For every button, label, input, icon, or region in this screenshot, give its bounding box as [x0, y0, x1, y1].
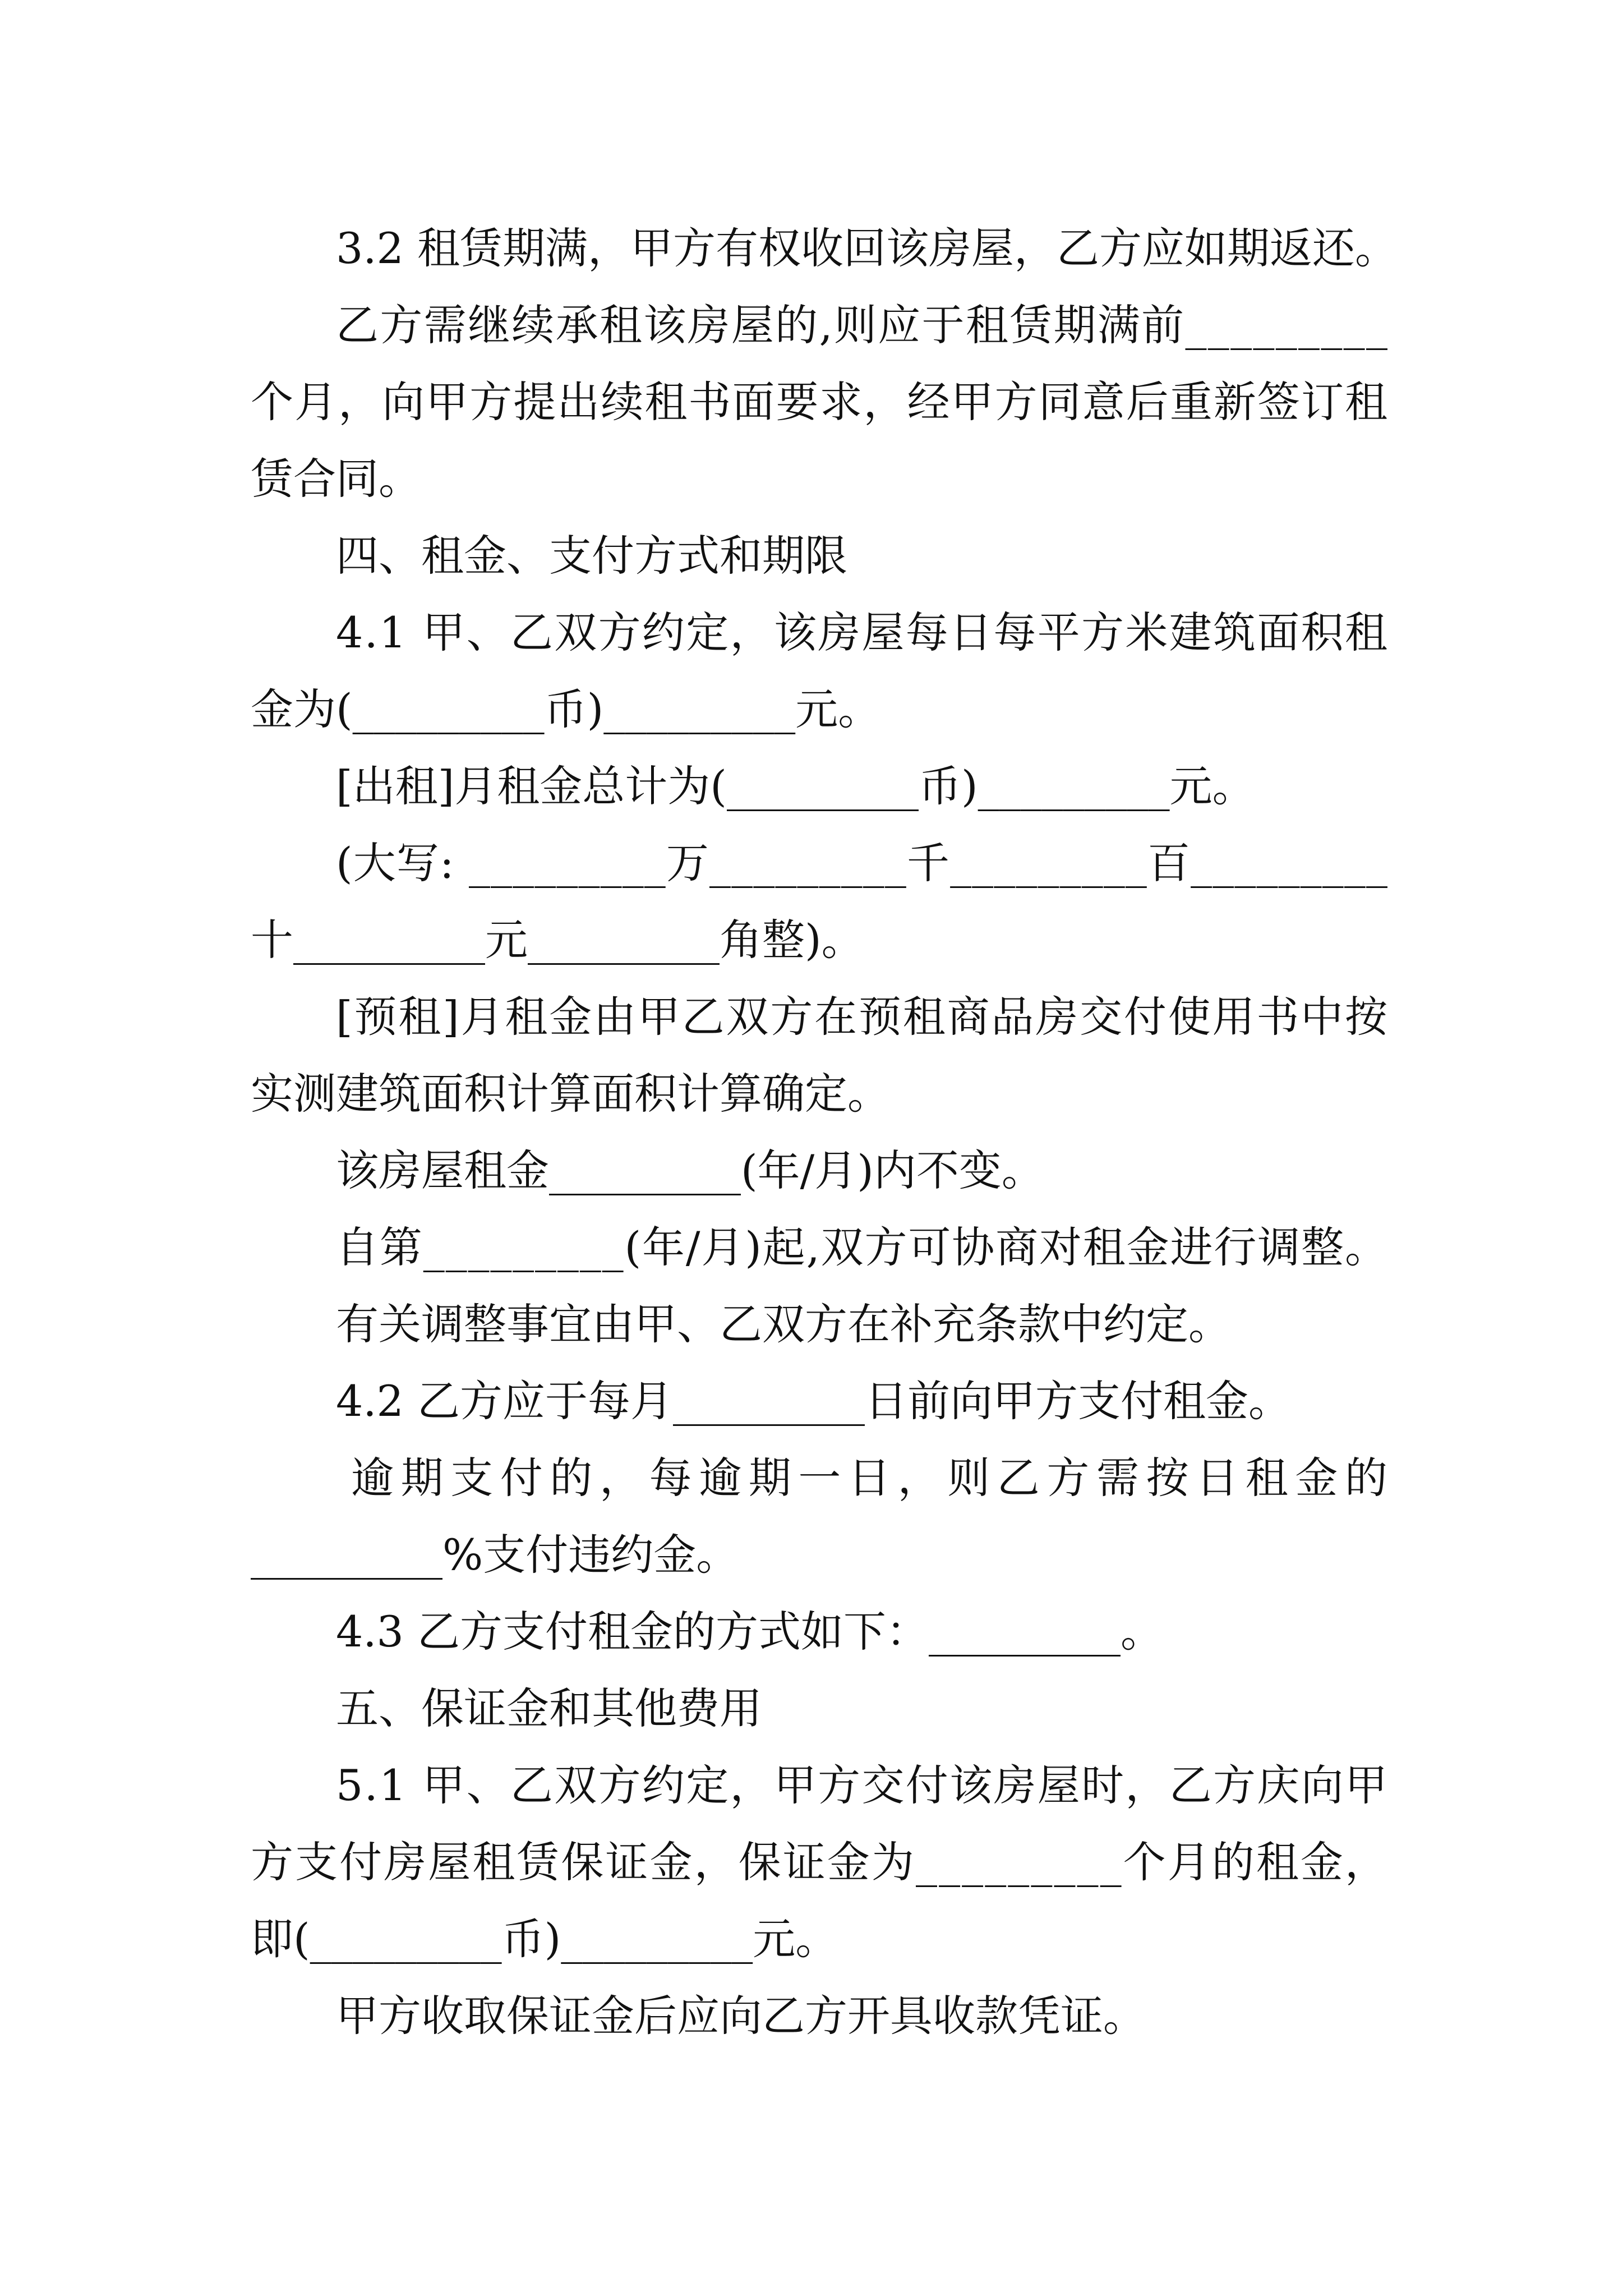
deposit-receipt-line: 甲方收取保证金后应向乙方开具收款凭证。 [336, 1991, 1146, 2041]
presale-rent-line: [预租]月租金由甲乙双方在预租商品房交付使用书中按 [336, 992, 1389, 1042]
rent-adjustment-line: 有关调整事宜由甲、乙双方在补充条款中约定。 [336, 1299, 1231, 1349]
late-payment-line: _________%支付违约金。 [251, 1530, 739, 1580]
clause-4-2-line: 4.2 乙方应于每月_________日前向甲方支付租金。 [336, 1376, 1292, 1426]
clause-5-1-line: 即(_________币)_________元。 [251, 1914, 838, 1964]
clause-5-1-line: 方支付房屋租赁保证金，保证金为_________个月的租金， [251, 1837, 1390, 1887]
renewal-notice-line: 个月，向甲方提出续租书面要求，经甲方同意后重新签订租 [251, 377, 1389, 427]
renewal-notice-line: 赁合同。 [251, 454, 421, 504]
rent-fixed-period-line: 该房屋租金_________(年/月)内不变。 [336, 1145, 1044, 1195]
renewal-notice-line: 乙方需继续承租该房屋的,则应于租赁期满前_________ [336, 300, 1389, 350]
clause-4-1-line: 4.1 甲、乙双方约定，该房屋每日每平方米建筑面积租 [336, 608, 1389, 657]
section-heading-deposit: 五、保证金和其他费用 [336, 1683, 762, 1733]
clause-3-2-line: 3.2 租赁期满，甲方有权收回该房屋，乙方应如期返还。 [336, 223, 1398, 273]
clause-4-1-line: 金为(_________币)_________元。 [251, 684, 881, 734]
clause-4-3-line: 4.3 乙方支付租金的方式如下：_________。 [336, 1607, 1164, 1657]
rent-in-words-line: (大写: _________万_________千_________百_________ [336, 838, 1389, 888]
rent-adjustment-line: 自第_________(年/月)起,双方可协商对租金进行调整。 [336, 1222, 1389, 1272]
section-heading-rent: 四、租金、支付方式和期限 [336, 531, 847, 581]
clause-5-1-line: 5.1 甲、乙双方约定，甲方交付该房屋时，乙方庆向甲 [336, 1760, 1389, 1810]
monthly-rent-total-line: [出租]月租金总计为(_________币)_________元。 [336, 761, 1255, 811]
presale-rent-line: 实测建筑面积计算面积计算确定。 [251, 1069, 890, 1119]
document-body [251, 210, 1398, 2054]
rent-in-words-line: 十_________元_________角整)。 [251, 915, 864, 965]
late-payment-line: 逾期支付的，每逾期一日，则乙方需按日租金的 [351, 1453, 1395, 1503]
